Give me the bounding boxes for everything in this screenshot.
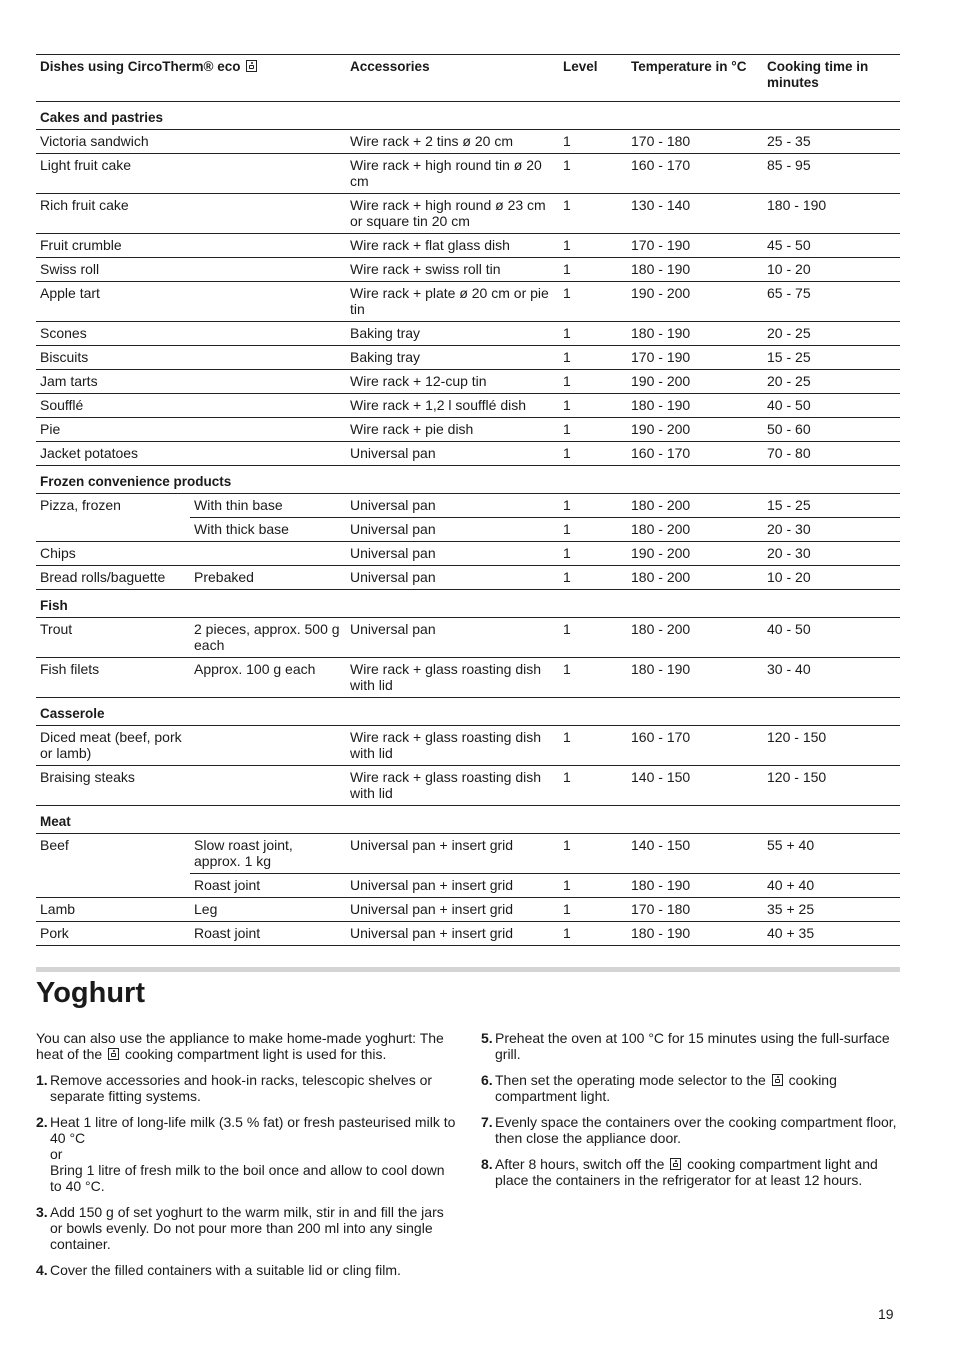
cell-dish: Pork	[36, 922, 190, 946]
table-row	[36, 394, 900, 418]
cell-level: 1	[559, 922, 627, 946]
cell-accessories: Wire rack + 12-cup tin	[346, 370, 559, 394]
cell-level: 1	[559, 394, 627, 418]
steps-list-right	[481, 1030, 901, 1188]
cell-temperature: 190 - 200	[627, 370, 763, 394]
step-text: Heat 1 litre of long-life milk (3.5 % fat) or fresh pasteurised milk to 40 °C	[50, 1114, 456, 1146]
page-number: 19	[878, 1306, 894, 1322]
cell-time: 65 - 75	[763, 282, 900, 322]
cell-dish: Chips	[36, 542, 190, 566]
cell-temperature: 190 - 200	[627, 418, 763, 442]
cell-level: 1	[559, 194, 627, 234]
cooking-compartment-light-icon	[772, 1074, 783, 1086]
table-row	[36, 766, 900, 806]
cell-level: 1	[559, 618, 627, 658]
cell-accessories: Universal pan + insert grid	[346, 898, 559, 922]
table-row	[36, 658, 900, 698]
cell-level: 1	[559, 494, 627, 518]
cell-variant	[190, 258, 346, 282]
cell-accessories: Universal pan + insert grid	[346, 922, 559, 946]
cell-accessories: Universal pan	[346, 494, 559, 518]
header-temperature: Temperature in °C	[627, 55, 763, 102]
cell-time: 20 - 30	[763, 542, 900, 566]
cell-accessories: Wire rack + 2 tins ø 20 cm	[346, 130, 559, 154]
cell-dish: Scones	[36, 322, 190, 346]
cell-time: 70 - 80	[763, 442, 900, 466]
table-row	[36, 922, 900, 946]
cell-variant: Roast joint	[190, 922, 346, 946]
cell-temperature: 170 - 190	[627, 346, 763, 370]
cell-level: 1	[559, 234, 627, 258]
table-row	[36, 726, 900, 766]
step-6	[481, 1072, 901, 1104]
cell-temperature: 130 - 140	[627, 194, 763, 234]
cell-dish: Pie	[36, 418, 190, 442]
left-column	[36, 1030, 456, 1278]
step-text-end: cooking compartment light and place the containers in the refrigerator for at least 12 hours.	[495, 1156, 878, 1188]
table-row	[36, 258, 900, 282]
cell-variant	[190, 726, 346, 766]
cell-temperature: 180 - 200	[627, 566, 763, 590]
category-row	[36, 466, 900, 494]
header-accessories: Accessories	[346, 55, 559, 102]
table-row	[36, 898, 900, 922]
cell-variant: With thick base	[190, 518, 346, 542]
cell-dish: Trout	[36, 618, 190, 658]
table-row	[36, 194, 900, 234]
table-row	[36, 418, 900, 442]
cell-level: 1	[559, 282, 627, 322]
cell-accessories: Baking tray	[346, 322, 559, 346]
header-level: Level	[559, 55, 627, 102]
cell-temperature: 180 - 190	[627, 922, 763, 946]
cell-dish: Fish filets	[36, 658, 190, 698]
cell-accessories: Wire rack + flat glass dish	[346, 234, 559, 258]
cell-temperature: 170 - 190	[627, 234, 763, 258]
step-text: Preheat the oven at 100 °C for 15 minutes using the full-surface grill.	[495, 1030, 890, 1062]
step-3	[36, 1204, 456, 1252]
section-title: Yoghurt	[36, 977, 145, 1009]
step-number: 7.	[481, 1114, 493, 1130]
cell-level: 1	[559, 258, 627, 282]
table-row	[36, 566, 900, 590]
cell-temperature: 190 - 200	[627, 282, 763, 322]
cell-level: 1	[559, 566, 627, 590]
step-text: Evenly space the containers over the cooking compartment floor, then close the appliance door.	[495, 1114, 897, 1146]
cell-level: 1	[559, 874, 627, 898]
intro-text-end: cooking compartment light is used for this.	[121, 1046, 387, 1062]
category-row	[36, 698, 900, 726]
cell-level: 1	[559, 518, 627, 542]
cell-temperature: 180 - 200	[627, 518, 763, 542]
step-number: 4.	[36, 1262, 48, 1278]
cell-variant: 2 pieces, approx. 500 g each	[190, 618, 346, 658]
cell-variant	[190, 766, 346, 806]
cell-time: 45 - 50	[763, 234, 900, 258]
category-title: Cakes and pastries	[36, 102, 900, 130]
cell-dish: Fruit crumble	[36, 234, 190, 258]
cell-variant	[190, 370, 346, 394]
cell-time: 35 + 25	[763, 898, 900, 922]
cell-dish: Braising steaks	[36, 766, 190, 806]
cell-dish: Jacket potatoes	[36, 442, 190, 466]
category-row	[36, 806, 900, 834]
cell-dish: Soufflé	[36, 394, 190, 418]
header-dishes	[36, 55, 346, 102]
cell-temperature: 180 - 190	[627, 394, 763, 418]
cell-level: 1	[559, 322, 627, 346]
cell-time: 20 - 30	[763, 518, 900, 542]
cell-dish: Rich fruit cake	[36, 194, 190, 234]
cell-dish: Light fruit cake	[36, 154, 190, 194]
step-text: Add 150 g of set yoghurt to the warm milk, stir in and fill the jars or bowls evenly. Do not pour more than 200 ml into any single container.	[50, 1204, 444, 1252]
cell-dish: Biscuits	[36, 346, 190, 370]
cell-temperature: 180 - 190	[627, 658, 763, 698]
intro-text-start: You can also use the appliance to make home-made yoghurt: The heat of the	[36, 1030, 444, 1062]
cooking-compartment-light-icon	[108, 1048, 119, 1060]
cell-dish: Diced meat (beef, pork or lamb)	[36, 726, 190, 766]
intro-paragraph	[36, 1030, 456, 1062]
category-title: Casserole	[36, 698, 900, 726]
step-text: Remove accessories and hook-in racks, telescopic shelves or separate fitting systems.	[50, 1072, 433, 1104]
category-title: Meat	[36, 806, 900, 834]
step-text-end: cooking compartment light.	[495, 1072, 837, 1104]
category-title: Fish	[36, 590, 900, 618]
cell-accessories: Universal pan	[346, 442, 559, 466]
table-row	[36, 542, 900, 566]
cell-level: 1	[559, 898, 627, 922]
step-number: 8.	[481, 1156, 493, 1172]
cell-temperature: 160 - 170	[627, 726, 763, 766]
cell-level: 1	[559, 726, 627, 766]
cell-variant	[190, 194, 346, 234]
cell-accessories: Wire rack + 1,2 l soufflé dish	[346, 394, 559, 418]
cell-accessories: Wire rack + glass roasting dish with lid	[346, 766, 559, 806]
cell-temperature: 170 - 180	[627, 898, 763, 922]
step-1	[36, 1072, 456, 1104]
section-divider	[36, 967, 900, 972]
cell-accessories: Wire rack + glass roasting dish with lid	[346, 726, 559, 766]
cell-dish: Jam tarts	[36, 370, 190, 394]
cell-variant	[190, 282, 346, 322]
cell-time: 50 - 60	[763, 418, 900, 442]
table-row	[36, 618, 900, 658]
cell-variant: With thin base	[190, 494, 346, 518]
cell-level: 1	[559, 418, 627, 442]
step-text: Cover the filled containers with a suitable lid or cling film.	[50, 1262, 401, 1278]
cell-time: 180 - 190	[763, 194, 900, 234]
cell-temperature: 160 - 170	[627, 442, 763, 466]
cell-variant	[190, 346, 346, 370]
step-text-start: After 8 hours, switch off the	[495, 1156, 669, 1172]
cell-temperature: 180 - 190	[627, 874, 763, 898]
table-row	[36, 518, 900, 542]
cell-variant: Prebaked	[190, 566, 346, 590]
table-row	[36, 282, 900, 322]
step-or: or	[50, 1146, 63, 1162]
step-number: 3.	[36, 1204, 48, 1220]
table-row	[36, 874, 900, 898]
table-header-row	[36, 55, 900, 102]
cell-variant	[190, 234, 346, 258]
cell-time: 55 + 40	[763, 834, 900, 874]
cell-temperature: 180 - 190	[627, 258, 763, 282]
cell-temperature: 180 - 190	[627, 322, 763, 346]
cell-time: 40 - 50	[763, 394, 900, 418]
cell-accessories: Universal pan + insert grid	[346, 834, 559, 874]
steps-list-left	[36, 1072, 456, 1278]
cell-time: 10 - 20	[763, 566, 900, 590]
cell-dish: Pizza, frozen	[40, 497, 121, 513]
cell-time: 20 - 25	[763, 322, 900, 346]
cell-level: 1	[559, 346, 627, 370]
cell-dish	[36, 874, 190, 898]
step-number: 5.	[481, 1030, 493, 1046]
step-7	[481, 1114, 901, 1146]
step-5	[481, 1030, 901, 1062]
cell-accessories: Wire rack + pie dish	[346, 418, 559, 442]
cell-variant	[190, 322, 346, 346]
cell-level: 1	[559, 442, 627, 466]
step-text-start: Then set the operating mode selector to the	[495, 1072, 770, 1088]
cell-variant: Approx. 100 g each	[190, 658, 346, 698]
cell-accessories: Universal pan + insert grid	[346, 874, 559, 898]
cell-time: 120 - 150	[763, 726, 900, 766]
cell-temperature: 170 - 180	[627, 130, 763, 154]
cell-variant	[190, 154, 346, 194]
table-row	[36, 442, 900, 466]
table-row	[36, 322, 900, 346]
cell-accessories: Universal pan	[346, 618, 559, 658]
step-number: 2.	[36, 1114, 48, 1130]
cell-accessories: Wire rack + plate ø 20 cm or pie tin	[346, 282, 559, 322]
header-dishes-label: Dishes using CircoTherm® eco	[40, 59, 241, 74]
cell-variant: Leg	[190, 898, 346, 922]
cell-level: 1	[559, 154, 627, 194]
cell-temperature: 190 - 200	[627, 542, 763, 566]
cell-time: 20 - 25	[763, 370, 900, 394]
table-row	[36, 154, 900, 194]
cell-dish: Victoria sandwich	[36, 130, 190, 154]
cell-variant: Roast joint	[190, 874, 346, 898]
cell-accessories: Universal pan	[346, 542, 559, 566]
table-body	[36, 102, 900, 946]
cell-accessories: Universal pan	[346, 518, 559, 542]
cell-accessories: Universal pan	[346, 566, 559, 590]
category-row	[36, 590, 900, 618]
table-row	[36, 834, 900, 874]
cell-accessories: Wire rack + swiss roll tin	[346, 258, 559, 282]
cell-level: 1	[559, 370, 627, 394]
right-column	[481, 1030, 901, 1188]
cooking-compartment-light-icon	[670, 1158, 681, 1170]
cell-time: 10 - 20	[763, 258, 900, 282]
step-4	[36, 1262, 456, 1278]
cell-variant	[190, 442, 346, 466]
cell-time: 25 - 35	[763, 130, 900, 154]
cell-variant	[190, 394, 346, 418]
step-number: 6.	[481, 1072, 493, 1088]
cell-accessories: Baking tray	[346, 346, 559, 370]
cell-temperature: 160 - 170	[627, 154, 763, 194]
cell-accessories: Wire rack + glass roasting dish with lid	[346, 658, 559, 698]
cell-dish	[36, 518, 190, 542]
cell-dish: Bread rolls/baguette	[36, 566, 190, 590]
cell-variant	[190, 130, 346, 154]
cell-variant	[190, 418, 346, 442]
table-row	[36, 494, 900, 518]
cell-level: 1	[559, 542, 627, 566]
cooking-table	[36, 54, 900, 946]
step-2	[36, 1114, 456, 1194]
cell-time: 15 - 25	[763, 494, 900, 518]
step-extra-text: Bring 1 litre of fresh milk to the boil once and allow to cool down to 40 °C.	[50, 1162, 445, 1194]
cell-level: 1	[559, 130, 627, 154]
cell-variant: Slow roast joint, approx. 1 kg	[190, 834, 346, 874]
step-number: 1.	[36, 1072, 48, 1088]
cell-dish: Beef	[40, 837, 69, 853]
category-row	[36, 102, 900, 130]
step-8	[481, 1156, 901, 1188]
cell-variant	[190, 542, 346, 566]
cell-level: 1	[559, 766, 627, 806]
cell-level: 1	[559, 834, 627, 874]
table-row	[36, 370, 900, 394]
cell-time: 85 - 95	[763, 154, 900, 194]
cell-time: 40 + 35	[763, 922, 900, 946]
table-row	[36, 130, 900, 154]
cell-dish: Lamb	[36, 898, 190, 922]
cell-dish: Apple tart	[36, 282, 190, 322]
cell-temperature: 140 - 150	[627, 834, 763, 874]
circotherm-eco-icon	[246, 60, 257, 72]
table-row	[36, 234, 900, 258]
cell-time: 40 + 40	[763, 874, 900, 898]
category-title: Frozen convenience products	[36, 466, 900, 494]
header-cooking-time: Cooking time in minutes	[763, 55, 900, 102]
cell-time: 40 - 50	[763, 618, 900, 658]
cell-temperature: 180 - 200	[627, 494, 763, 518]
cell-time: 15 - 25	[763, 346, 900, 370]
cell-accessories: Wire rack + high round tin ø 20 cm	[346, 154, 559, 194]
table-row	[36, 346, 900, 370]
cell-time: 30 - 40	[763, 658, 900, 698]
cell-temperature: 140 - 150	[627, 766, 763, 806]
cell-accessories: Wire rack + high round ø 23 cm or square tin 20 cm	[346, 194, 559, 234]
cell-level: 1	[559, 658, 627, 698]
cell-temperature: 180 - 200	[627, 618, 763, 658]
cell-time: 120 - 150	[763, 766, 900, 806]
cell-dish: Swiss roll	[36, 258, 190, 282]
